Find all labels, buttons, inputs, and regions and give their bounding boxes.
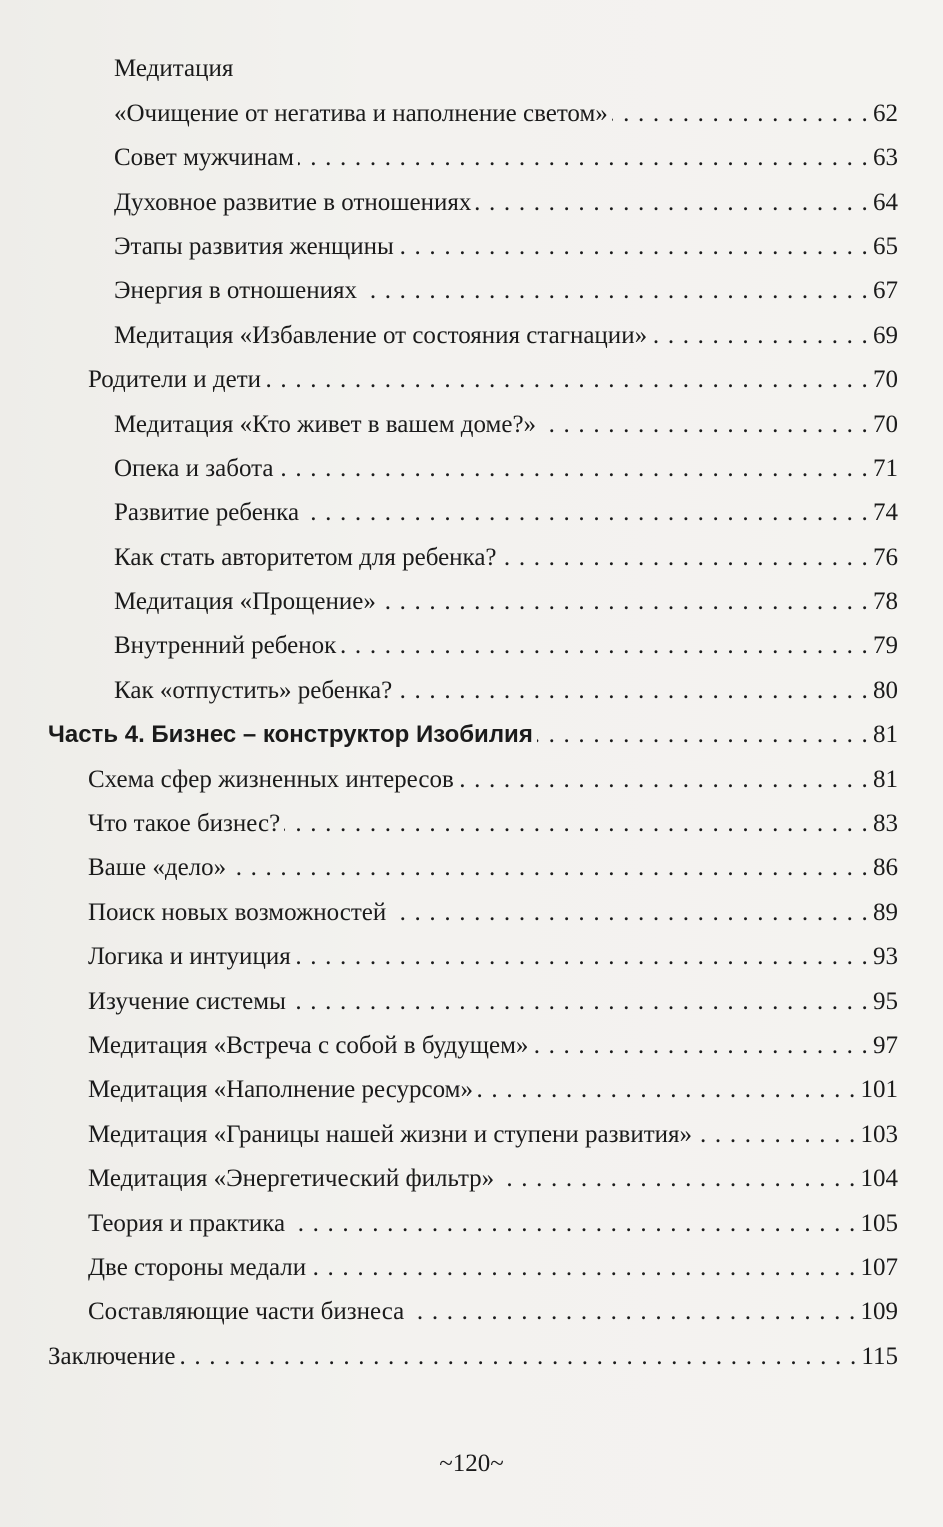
toc-entry-title: Заключение bbox=[48, 1342, 176, 1370]
dot-leader bbox=[284, 809, 869, 839]
toc-entry bbox=[48, 129, 898, 173]
dot-leader bbox=[612, 99, 869, 129]
toc-entry-title: Медитация «Границы нашей жизни и ступени развития» bbox=[88, 1120, 693, 1148]
toc-entry-page: 81 bbox=[873, 765, 898, 793]
toc-entry-page: 62 bbox=[873, 99, 898, 127]
dot-leader bbox=[180, 1342, 858, 1372]
toc-entry bbox=[48, 795, 898, 839]
toc-entry-page: 69 bbox=[873, 321, 898, 349]
toc-entry-title: Медитация «Прощение» bbox=[114, 588, 376, 616]
dot-leader bbox=[380, 587, 869, 617]
toc-entry-title: Развитие ребенка bbox=[114, 499, 300, 527]
dot-leader bbox=[361, 276, 869, 306]
toc-entry-page: 71 bbox=[873, 454, 898, 482]
toc-entry-page: 86 bbox=[873, 854, 898, 882]
toc-entry bbox=[48, 1017, 898, 1061]
toc-entry-title: Логика и интуиция bbox=[88, 943, 291, 971]
toc-entry bbox=[48, 1105, 898, 1149]
toc-entry-page: 115 bbox=[861, 1342, 898, 1370]
dot-leader bbox=[290, 987, 869, 1017]
toc-entry-title: Опека и забота bbox=[114, 454, 274, 482]
dot-leader bbox=[230, 853, 869, 883]
dot-leader bbox=[277, 454, 869, 484]
toc-entry bbox=[48, 839, 898, 883]
toc-entry-title: «Очищение от негатива и наполнение светом» bbox=[114, 99, 608, 127]
dot-leader bbox=[396, 676, 869, 706]
toc-entry-title: Энергия в отношениях bbox=[114, 277, 357, 305]
toc-entry bbox=[48, 972, 898, 1016]
toc-entry-title: Медитация «Энергетический фильтр» bbox=[88, 1165, 495, 1193]
dot-leader bbox=[540, 410, 869, 440]
dot-leader bbox=[498, 1164, 856, 1194]
toc-entry-title: Теория и практика bbox=[88, 1209, 286, 1237]
toc-entry bbox=[48, 218, 898, 262]
toc-entry-title: Часть 4. Бизнес – конструктор Изобилия bbox=[48, 721, 533, 749]
toc-entry-page: 103 bbox=[860, 1120, 898, 1148]
dot-leader bbox=[265, 365, 869, 395]
toc-entry-page: 105 bbox=[860, 1209, 898, 1237]
toc-entry-page: 70 bbox=[873, 410, 898, 438]
toc-entry bbox=[48, 661, 898, 705]
toc-entry-page: 64 bbox=[873, 188, 898, 216]
toc-entry bbox=[48, 1150, 898, 1194]
dot-leader bbox=[651, 321, 869, 351]
dot-leader bbox=[303, 498, 869, 528]
toc-entry-title: Что такое бизнес? bbox=[88, 810, 281, 838]
toc-entry-title: Духовное развитие в отношениях bbox=[114, 188, 472, 216]
dot-leader bbox=[696, 1120, 856, 1150]
toc-entry-title: Как «отпустить» ребенка? bbox=[114, 676, 393, 704]
toc-entry-title: Родители и дети bbox=[88, 366, 262, 394]
page-number: ~120~ bbox=[439, 1450, 504, 1477]
toc-entry bbox=[48, 1283, 898, 1327]
dot-leader bbox=[340, 631, 869, 661]
toc-entry-title: Медитация «Избавление от состояния стагнации» bbox=[114, 321, 648, 349]
toc-entry bbox=[48, 706, 898, 750]
toc-entry bbox=[48, 617, 898, 661]
dot-leader bbox=[408, 1297, 856, 1327]
toc-entry-page: 104 bbox=[860, 1165, 898, 1193]
toc-entry-title: Схема сфер жизненных интересов bbox=[88, 765, 454, 793]
dot-leader bbox=[501, 543, 869, 573]
table-of-contents bbox=[48, 40, 898, 1372]
toc-entry-page: 109 bbox=[860, 1298, 898, 1326]
toc-entry bbox=[48, 528, 898, 572]
toc-entry bbox=[48, 484, 898, 528]
toc-entry bbox=[48, 1061, 898, 1105]
toc-entry-title: Медитация bbox=[114, 55, 234, 83]
toc-entry-title: Две стороны медали bbox=[88, 1253, 307, 1281]
dot-leader bbox=[532, 1031, 869, 1061]
toc-entry-title: Медитация «Кто живет в вашем доме?» bbox=[114, 410, 537, 438]
toc-entry-title: Как стать авторитетом для ребенка? bbox=[114, 543, 497, 571]
toc-entry bbox=[48, 1327, 898, 1371]
toc-entry-page: 76 bbox=[873, 543, 898, 571]
dot-leader bbox=[390, 898, 869, 928]
toc-entry-title: Этапы развития женщины bbox=[114, 232, 394, 260]
dot-leader bbox=[398, 232, 869, 262]
toc-entry-page: 70 bbox=[873, 366, 898, 394]
toc-entry-page: 63 bbox=[873, 144, 898, 172]
dot-leader bbox=[458, 765, 869, 795]
toc-entry bbox=[48, 84, 898, 128]
dot-leader bbox=[475, 188, 869, 218]
toc-entry-page: 81 bbox=[873, 721, 898, 749]
toc-entry bbox=[48, 351, 898, 395]
toc-entry bbox=[48, 262, 898, 306]
toc-entry bbox=[48, 928, 898, 972]
toc-entry-page: 89 bbox=[873, 898, 898, 926]
toc-entry bbox=[48, 1194, 898, 1238]
toc-entry-title: Ваше «дело» bbox=[88, 854, 227, 882]
toc-entry bbox=[48, 306, 898, 350]
toc-entry-title: Составляющие части бизнеса bbox=[88, 1298, 405, 1326]
toc-entry-page: 95 bbox=[873, 987, 898, 1015]
toc-entry-title: Совет мужчинам bbox=[114, 144, 294, 172]
dot-leader bbox=[289, 1209, 856, 1239]
toc-entry-page: 107 bbox=[860, 1253, 898, 1281]
toc-entry-title: Поиск новых возможностей bbox=[88, 898, 387, 926]
toc-entry-page: 78 bbox=[873, 588, 898, 616]
toc-entry-page: 65 bbox=[873, 232, 898, 260]
toc-entry-page: 97 bbox=[873, 1031, 898, 1059]
toc-entry-page: 101 bbox=[860, 1076, 898, 1104]
dot-leader bbox=[298, 143, 869, 173]
toc-entry-page: 79 bbox=[873, 632, 898, 660]
toc-entry bbox=[48, 1239, 898, 1283]
toc-entry bbox=[48, 40, 898, 84]
toc-entry-page: 67 bbox=[873, 277, 898, 305]
toc-entry-page: 83 bbox=[873, 810, 898, 838]
toc-entry-title: Медитация «Встреча с собой в будущем» bbox=[88, 1031, 529, 1059]
dot-leader bbox=[310, 1253, 856, 1283]
toc-entry-page: 74 bbox=[873, 499, 898, 527]
toc-entry bbox=[48, 573, 898, 617]
dot-leader bbox=[477, 1075, 857, 1105]
toc-entry bbox=[48, 750, 898, 794]
dot-leader bbox=[295, 942, 869, 972]
toc-entry-title: Изучение системы bbox=[88, 987, 286, 1015]
toc-entry bbox=[48, 173, 898, 217]
toc-entry bbox=[48, 395, 898, 439]
toc-entry-title: Медитация «Наполнение ресурсом» bbox=[88, 1076, 473, 1104]
toc-entry bbox=[48, 883, 898, 927]
toc-entry-page: 93 bbox=[873, 943, 898, 971]
toc-entry-page: 80 bbox=[873, 676, 898, 704]
toc-entry-title: Внутренний ребенок bbox=[114, 632, 337, 660]
toc-entry bbox=[48, 440, 898, 484]
dot-leader bbox=[537, 720, 869, 750]
